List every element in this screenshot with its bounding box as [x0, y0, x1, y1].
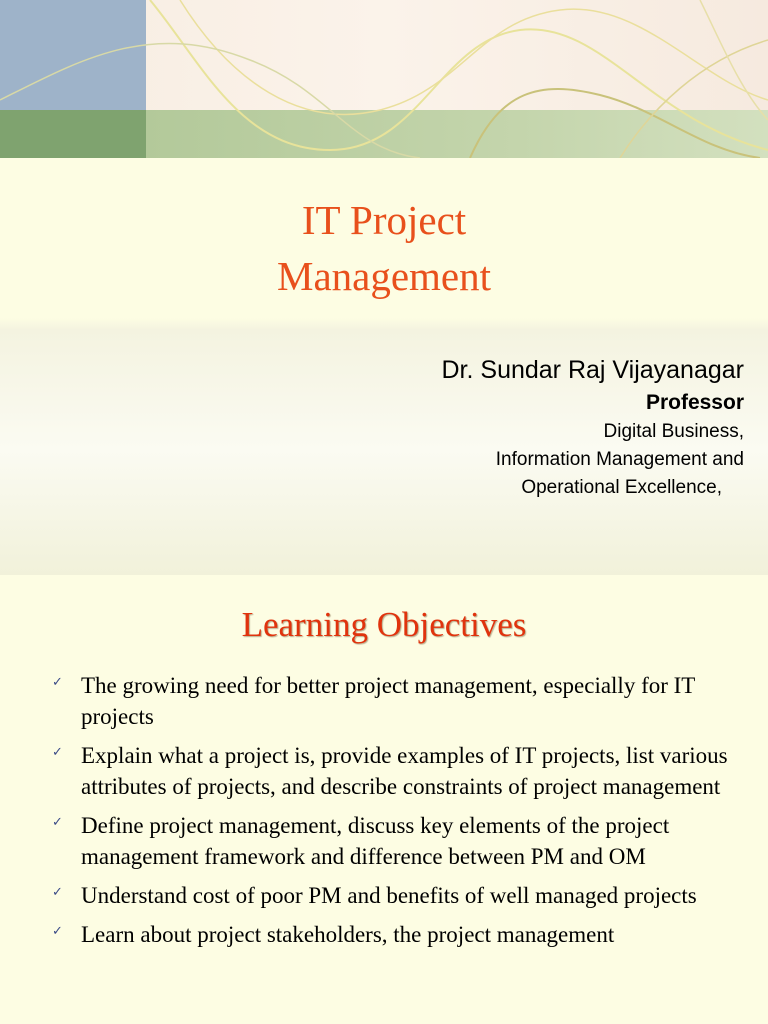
list-item: [52, 670, 742, 732]
presenter-dept-line2: Information Management and: [495, 449, 744, 470]
learning-objectives-slide: [0, 575, 768, 1024]
objective-text: The growing need for better project management, especially for IT projects: [81, 673, 695, 729]
objective-text: Understand cost of poor PM and benefits of well managed projects: [81, 883, 697, 908]
presenter-dept-line1: Digital Business,: [603, 421, 744, 442]
list-item: [52, 919, 742, 950]
objective-text: Explain what a project is, provide examples of IT projects, list various attributes of projects, and describe constraints of project management: [81, 743, 728, 799]
slide-title-line1: IT Project: [301, 197, 467, 243]
decorative-banner: [0, 0, 768, 158]
objective-text: Define project management, discuss key elements of the project management framework and difference between PM and OM: [81, 813, 670, 869]
presenter-role: Professor: [645, 391, 744, 414]
list-item: [52, 740, 742, 802]
slide-heading: Learning Objectives: [241, 605, 527, 644]
presenter-dept-line3: Operational Excellence,: [521, 477, 722, 498]
slide-title-line2: Management: [276, 253, 492, 299]
check-icon: ✓: [52, 885, 63, 900]
objectives-list: [52, 670, 742, 958]
banner-curves: [0, 0, 768, 158]
list-item: [52, 880, 742, 911]
check-icon: ✓: [52, 815, 63, 830]
list-item: [52, 810, 742, 872]
objective-text: Learn about project stakeholders, the project management: [81, 922, 615, 947]
check-icon: ✓: [52, 745, 63, 760]
presenter-name: Dr. Sundar Raj Vijayanagar: [441, 356, 744, 384]
presenter-block: [442, 352, 745, 502]
check-icon: ✓: [52, 675, 63, 690]
check-icon: ✓: [52, 924, 63, 939]
